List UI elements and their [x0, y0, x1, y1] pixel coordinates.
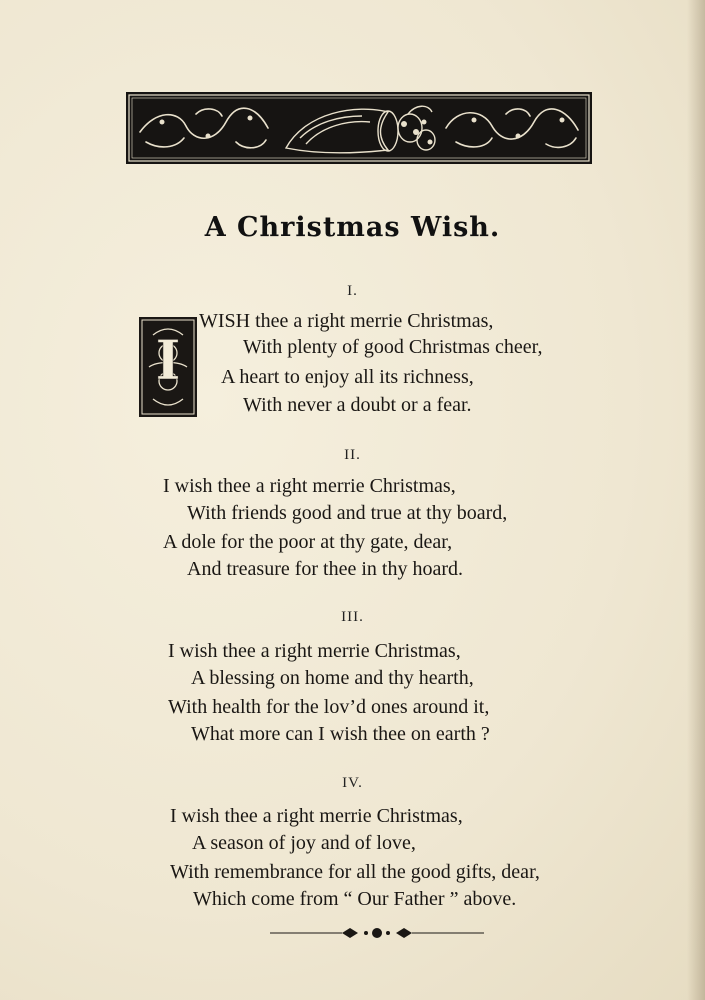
stanza-2-line-3: A dole for the poor at thy gate, dear,: [163, 531, 453, 553]
stanza-3-numeral: III.: [341, 609, 364, 625]
poem-title: A Christmas Wish.: [204, 212, 501, 243]
stanza-3-line-2: A blessing on home and thy hearth,: [191, 667, 474, 689]
stanza-3-line-3: With health for the lov’d ones around it,: [168, 696, 490, 718]
page-edge-shadow: [687, 0, 705, 1000]
closing-ornament: [270, 924, 484, 942]
stanza-1-line-4: With never a doubt or a fear.: [243, 394, 472, 416]
stanza-3-line-1: I wish thee a right merrie Christmas,: [168, 640, 461, 662]
drop-cap-letter: I: [155, 328, 181, 392]
stanza-2-numeral: II.: [344, 447, 361, 463]
stanza-1-line-1: WISH thee a right merrie Christmas,: [199, 310, 494, 332]
ornamental-header-banner: [126, 92, 592, 164]
stanza-4-line-2: A season of joy and of love,: [192, 832, 416, 854]
illuminated-drop-cap: [139, 317, 197, 417]
stanza-1-line-3: A heart to enjoy all its richness,: [221, 366, 474, 388]
stanza-2-line-2: With friends good and true at thy board,: [187, 502, 508, 524]
stanza-1-numeral: I.: [347, 283, 358, 299]
stanza-4-numeral: IV.: [342, 775, 363, 791]
stanza-2-line-4: And treasure for thee in thy hoard.: [187, 558, 464, 580]
stanza-3-line-4: What more can I wish thee on earth ?: [191, 723, 490, 745]
stanza-2-line-1: I wish thee a right merrie Christmas,: [163, 475, 456, 497]
stanza-4-line-1: I wish thee a right merrie Christmas,: [170, 805, 463, 827]
stanza-4-line-3: With remembrance for all the good gifts, dear,: [170, 861, 540, 883]
stanza-1-line-2: With plenty of good Christmas cheer,: [243, 336, 543, 358]
stanza-4-line-4: Which come from “ Our Father ” above.: [193, 888, 517, 910]
